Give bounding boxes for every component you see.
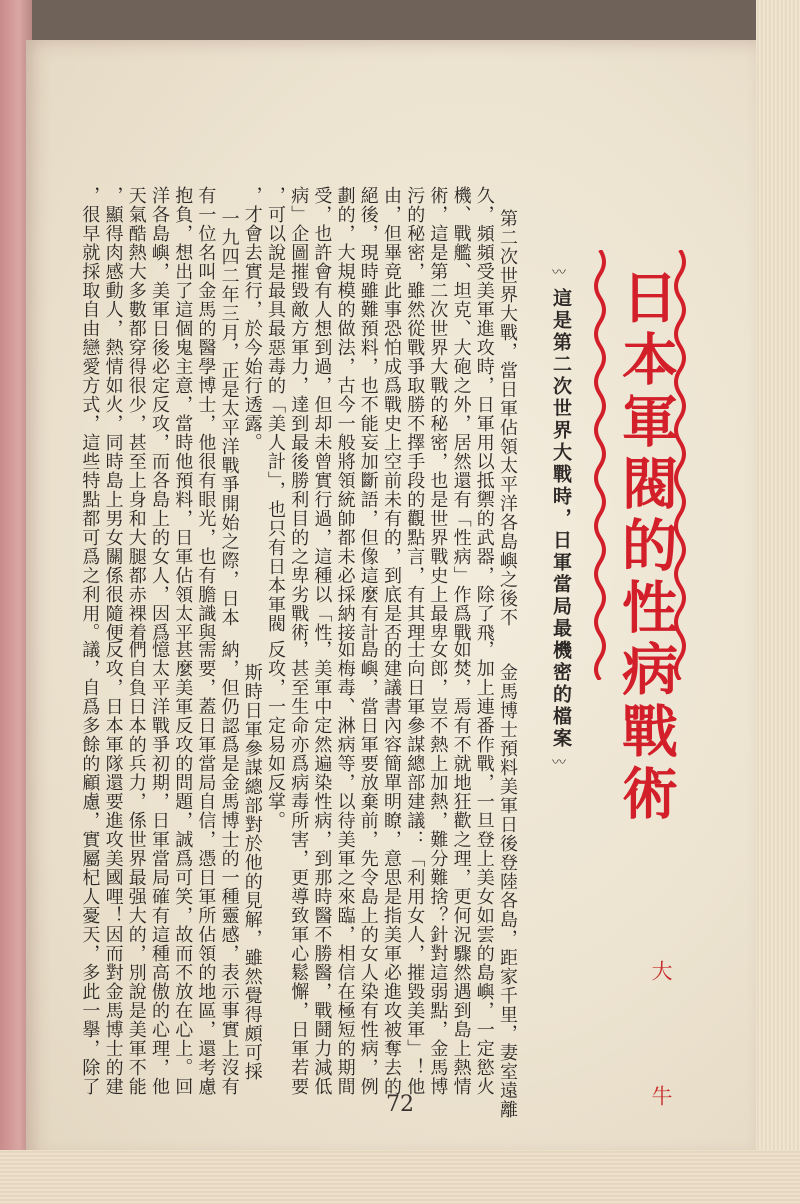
text-column: 洋各島嶼，美軍日後必定反攻，而各島上的女人，因爲: [149, 186, 170, 642]
text-column: 受，也許會有人想到過，但却未曾實行過，這種以「性: [311, 186, 333, 642]
article-subtitle: 這是第二次世界大戰時，日軍當局最機密的檔案: [550, 288, 572, 750]
text-column: ，美軍中定然遍染性病，到那時醫不勝醫，戰鬪力減低: [311, 640, 333, 1096]
text-column: 反攻，日本軍隊還要進攻美國哩！因而對金馬博士的建: [102, 640, 124, 1096]
text-column: ，可以說是最具最惡毒的「美人計」，也只有日本軍閥: [265, 186, 286, 633]
text-column: 污的秘密，雖然從戰爭取勝不擇手段的觀點言，有其理: [404, 186, 426, 642]
text-column: 島嶼，當日軍要放棄前，先令島上的女人染有性病，例: [357, 640, 379, 1096]
text-column: ，顯得肉感動人，熱情如火，同時島上男女關係很隨便: [102, 186, 124, 642]
text-column: ，甚至生命亦爲病毒所害，更導致軍心鬆懈，日軍若要: [288, 640, 310, 1096]
page-stack-bottom: [0, 1150, 800, 1204]
text-column: 反攻，一定易如反掌。: [265, 640, 286, 830]
text-column: 由，但畢竟此事恐怕成爲戰史上空前未有的，到底是否: [381, 186, 402, 642]
text-column: 術，這是第二次世界大戰的秘密，也是世界戰史上最卑: [427, 186, 449, 642]
text-column: 議，自爲多餘的顧慮，實屬杞人憂天，多此一擧，除了: [79, 640, 101, 1096]
article-title: 日本軍閥的性病戰術: [613, 268, 678, 826]
text-column: 需要，蓋日軍當局自信，憑日軍所佔領的地區，還考慮: [195, 640, 217, 1096]
text-column: 士向日軍參謀總部建議：「利用女人，摧毀美軍」！他: [404, 640, 426, 1096]
text-column: ，才會去實行，於今始行透露。: [241, 186, 263, 452]
text-column: 天氣酷熱大多數都穿得很少，甚至上身和大腿都赤裸着: [125, 186, 147, 642]
text-column: 甚麼美軍反攻的問題，誠爲可笑，故而不放在心上。回: [172, 640, 194, 1096]
page-number: 72: [386, 1092, 414, 1117]
text-column: 第二次世界大戰，當日軍佔領太平洋各島嶼之後不: [497, 209, 518, 627]
author-name: 大 牛: [649, 960, 673, 1146]
text-column: 們自負日本的兵力，係世界最强大的，別說是美軍不能: [125, 640, 147, 1096]
text-column: 機、戰艦、坦克、大砲之外，居然還有「性病」作爲戰: [450, 186, 472, 642]
subtitle-top-ornament: 〰: [552, 265, 566, 281]
text-column: 久，頻頻受美軍進攻時，日軍用以抵禦的武器，除了飛: [473, 186, 495, 642]
text-column: ，加上連番作戰，一旦登上美女如雲的島嶼，一定慾火: [473, 640, 495, 1096]
text-column: 如梅毒、淋病等，以待美軍之來臨，相信在極短的期間: [334, 640, 356, 1096]
text-column: 抱負，想出了這個鬼主意，當時他預料，日軍佔領太平: [172, 186, 194, 642]
text-column: 有一位名叫金馬的醫學博士，他很有眼光，也有膽識與: [195, 186, 217, 642]
text-column: 金馬博士預料美軍日後登陸各島，距家千里，妻室遠離: [497, 663, 518, 1119]
text-column: 如焚，焉有不就地狂歡之理，更何況驟然遇到島上熱情: [450, 640, 472, 1096]
text-column: 憶太平洋戰爭初期，日軍當局確有這種高傲的心理，他: [149, 640, 170, 1096]
subtitle-bottom-ornament: 〰: [552, 755, 566, 771]
text-column: 劃的，大規模的做法，古今一般將領統帥都未必採納接: [334, 186, 356, 642]
text-column: 斯時日軍參謀總部對於他的見解，雖然覺得頗可採: [241, 663, 263, 1081]
page-stack-edge: [756, 0, 800, 1204]
text-column: 女郎，豈不熱上加熱，難分難捨？針對這弱點，金馬博: [427, 640, 449, 1096]
text-column: ，很早就採取自由戀愛方式，這些特點都可爲之利用。: [79, 186, 101, 642]
text-column: 病」企圖摧毀敵方軍力，達到最後勝利目的之卑劣戰術: [288, 186, 310, 642]
text-column: 的建議書內容簡單明瞭，意思是指美軍必進攻被奪去的: [381, 640, 402, 1096]
text-column: 一九四二年三月，正是太平洋戰爭開始之際，日本: [218, 209, 240, 627]
text-column: 絕後，現時雖難預料，也不能妄加斷語，但像這麼有計: [357, 186, 379, 642]
text-column: 納，但仍認爲是金馬博士的一種靈感，表示事實上沒有: [218, 640, 240, 1096]
